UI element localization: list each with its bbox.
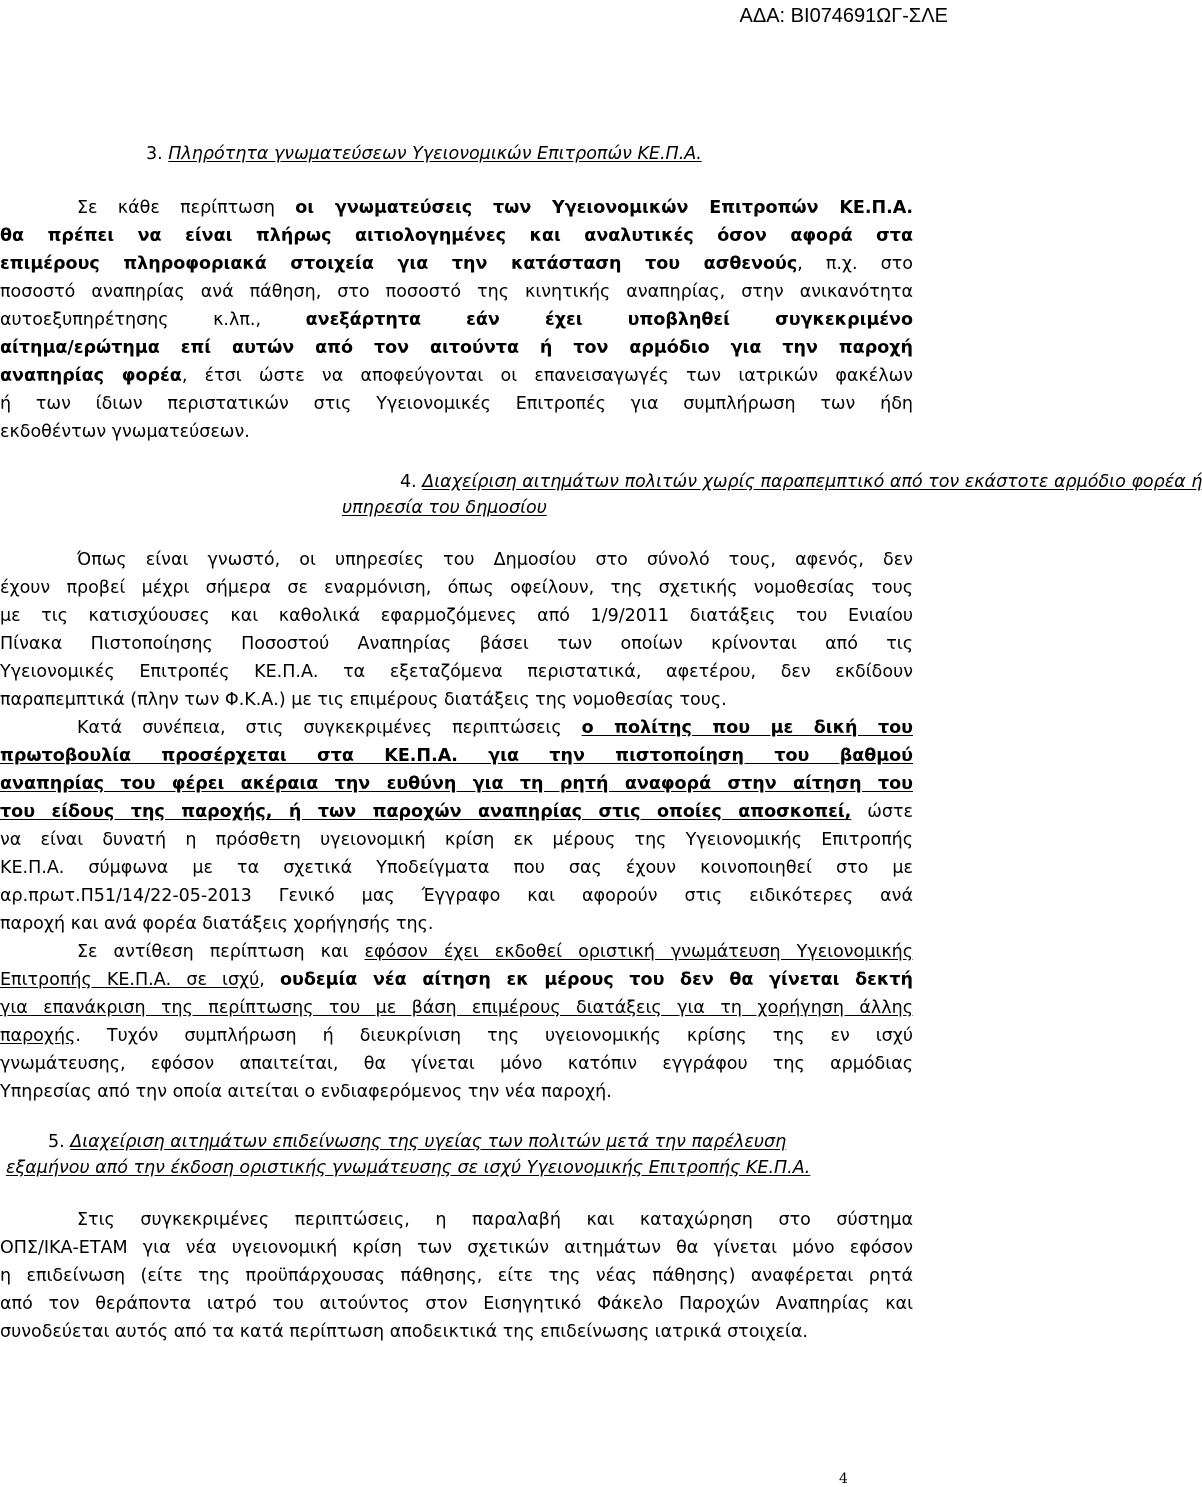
p3-line-6: ΚΕ.Π.Α. σύμφωνα με τα σχετικά Υποδείγματα που σας έχουν κοινοποιηθεί στο με bbox=[0, 858, 913, 878]
section-5-number: 5. bbox=[48, 1132, 71, 1152]
p1-line-9: εκδοθέντων γνωματεύσεων. bbox=[0, 422, 250, 442]
ada-code: ΑΔΑ: ΒΙ074691ΩΓ-ΣΛΕ bbox=[739, 5, 948, 27]
section-5-heading-line-2: εξαμήνου από την έκδοση οριστικής γνωμάτευσης σε ισχύ Υγειονομικής Επιτροπής ΚΕ.Π.Α. bbox=[6, 1158, 811, 1178]
p2-line-2: έχουν προβεί μέχρι σήμερα σε εναρμόνιση, όπως οφείλουν, της σχετικής νομοθεσίας τους bbox=[0, 578, 913, 598]
p5-line-3: η επιδείνωση (είτε της προϋπάρχουσας πάθησης, είτε της νέας πάθησης) αναφέρεται ρητά bbox=[0, 1266, 913, 1286]
p1-line-4: ποσοστό αναπηρίας ανά πάθηση, στο ποσοστό της κινητικής αναπηρίας, στην ανικανότητα bbox=[0, 282, 913, 302]
section-4-heading-line-2: υπηρεσία του δημοσίου bbox=[342, 498, 547, 518]
p3-line-2: πρωτοβουλία προσέρχεται στα ΚΕ.Π.Α. για την πιστοποίηση του βαθμού bbox=[0, 746, 913, 766]
p2-line-4: Πίνακα Πιστοποίησης Ποσοστού Αναπηρίας βάσει των οποίων κρίνονται από τις bbox=[0, 634, 913, 654]
section-3-heading bbox=[146, 146, 702, 164]
p1-line-2: θα πρέπει να είναι πλήρως αιτιολογημένες και αναλυτικές όσον αφορά στα bbox=[0, 226, 913, 246]
p3-line-5: να είναι δυνατή η πρόσθετη υγειονομική κρίση εκ μέρους της Υγειονομικής Επιτροπής bbox=[0, 830, 913, 850]
p2-line-6: παραπεμπτικά (πλην των Φ.Κ.Α.) με τις επιμέρους διατάξεις της νομοθεσίας τους. bbox=[0, 690, 727, 710]
p5-line-4: από τον θεράποντα ιατρό του αιτούντος στον Εισηγητικό Φάκελο Παροχών Αναπηρίας και bbox=[0, 1294, 913, 1314]
p3-line-3: αναπηρίας του φέρει ακέραια την ευθύνη για τη ρητή αναφορά στην αίτηση του bbox=[0, 774, 913, 794]
section-3-title: Πληρότητα γνωματεύσεων Υγειονομικών Επιτροπών ΚΕ.Π.Α. bbox=[168, 144, 702, 164]
p4-line-6: Υπηρεσίας από την οποία αιτείται ο ενδιαφερόμενος την νέα παροχή. bbox=[0, 1082, 612, 1102]
p4-line-5: γνωμάτευσης, εφόσον απαιτείται, θα γίνεται μόνο κατόπιν εγγράφου της αρμόδιας bbox=[0, 1054, 913, 1074]
page-number: 4 bbox=[839, 1471, 848, 1487]
section-3-number: 3. bbox=[146, 144, 169, 164]
p1-line-3: επιμέρους πληροφοριακά στοιχεία για την κατάσταση του ασθενούς, π.χ. στο bbox=[0, 254, 913, 274]
section-5-title: Διαχείριση αιτημάτων επιδείνωσης της υγείας των πολιτών μετά την παρέλευση bbox=[70, 1132, 787, 1152]
p2-line-5: Υγειονομικές Επιτροπές ΚΕ.Π.Α. τα εξεταζόμενα περιστατικά, αφετέρου, δεν εκδίδουν bbox=[0, 662, 913, 682]
p2-line-1: Όπως είναι γνωστό, οι υπηρεσίες του Δημοσίου στο σύνολό τους, αφενός, δεν bbox=[77, 550, 913, 570]
p3-line-1: Κατά συνέπεια, στις συγκεκριμένες περιπτώσεις ο πολίτης που με δική του bbox=[77, 718, 913, 738]
p4-line-2: Επιτροπής ΚΕ.Π.Α. σε ισχύ, ουδεμία νέα αίτηση εκ μέρους του δεν θα γίνεται δεκτή bbox=[0, 970, 913, 990]
section-5-heading bbox=[48, 1134, 786, 1152]
p3-line-7: αρ.πρωτ.Π51/14/22-05-2013 Γενικό μας Έγγραφο και αφορούν στις ειδικότερες ανά bbox=[0, 886, 913, 906]
section-4-number: 4. bbox=[400, 472, 423, 492]
section-4-title: Διαχείριση αιτημάτων πολιτών χωρίς παραπεμπτικό από τον εκάστοτε αρμόδιο φορέα ή bbox=[422, 472, 1202, 492]
p1-line-5: αυτοεξυπηρέτησης κ.λπ., ανεξάρτητα εάν έχει υποβληθεί συγκεκριμένο bbox=[0, 310, 914, 330]
p1-line-8: ή των ίδιων περιστατικών στις Υγειονομικές Επιτροπές για συμπλήρωση των ήδη bbox=[0, 394, 913, 414]
p1-line-7: αναπηρίας φορέα, έτσι ώστε να αποφεύγονται οι επανεισαγωγές των ιατρικών φακέλων bbox=[0, 366, 913, 386]
p4-line-3: για επανάκριση της περίπτωσης του με βάση επιμέρους διατάξεις για τη χορήγηση άλλης bbox=[0, 998, 913, 1018]
section-4-heading bbox=[400, 474, 1202, 492]
p1-line-1: Σε κάθε περίπτωση οι γνωματεύσεις των Υγειονομικών Επιτροπών ΚΕ.Π.Α. bbox=[77, 198, 913, 218]
p3-line-8: παροχή και ανά φορέα διατάξεις χορήγησής της. bbox=[0, 914, 434, 934]
p4-line-4: παροχής. Τυχόν συμπλήρωση ή διευκρίνιση της υγειονομικής κρίσης της εν ισχύ bbox=[0, 1026, 913, 1046]
p5-line-2: ΟΠΣ/ΙΚΑ-ΕΤΑΜ για νέα υγειονομική κρίση των σχετικών αιτημάτων θα γίνεται μόνο εφόσον bbox=[0, 1238, 913, 1258]
p5-line-1: Στις συγκεκριμένες περιπτώσεις, η παραλαβή και καταχώρηση στο σύστημα bbox=[77, 1210, 913, 1230]
p3-line-4: του είδους της παροχής, ή των παροχών αναπηρίας στις οποίες αποσκοπεί, ώστε bbox=[0, 802, 913, 822]
p5-line-5: συνοδεύεται αυτός από τα κατά περίπτωση αποδεικτικά της επιδείνωσης ιατρικά στοιχεία. bbox=[0, 1322, 808, 1342]
p2-line-3: με τις κατισχύουσες και καθολικά εφαρμοζόμενες από 1/9/2011 διατάξεις του Ενιαίου bbox=[0, 606, 913, 626]
p4-line-1: Σε αντίθεση περίπτωση και εφόσον έχει εκδοθεί οριστική γνωμάτευση Υγειονομικής bbox=[77, 942, 913, 962]
p1-line-6: αίτημα/ερώτημα επί αυτών από τον αιτούντα ή τον αρμόδιο για την παροχή bbox=[0, 338, 913, 358]
